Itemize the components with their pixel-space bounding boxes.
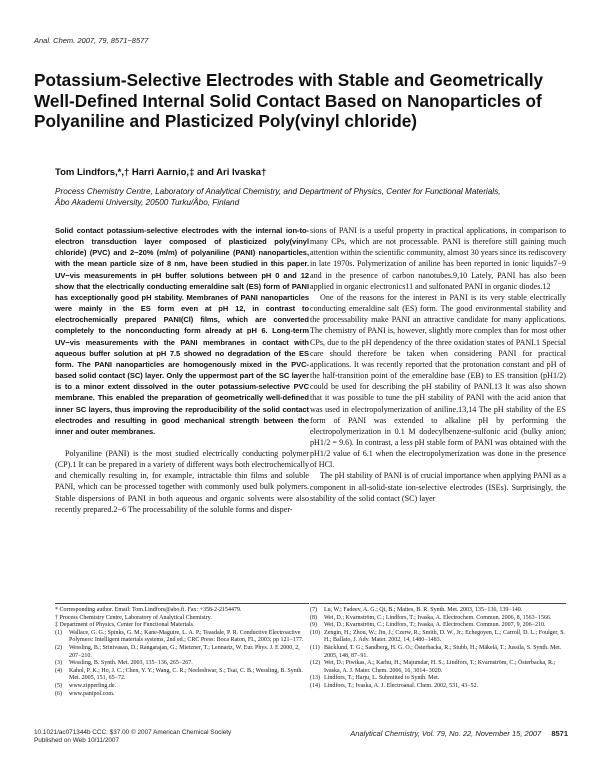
reference-item xyxy=(55,683,309,691)
reference-item xyxy=(310,660,566,675)
reference-item xyxy=(310,622,566,630)
reference-item xyxy=(55,668,309,683)
reference-text: Lindfors, T.; Ivaska, A. J. Electroanal. Chem. 2002, 531, 43−52. xyxy=(324,682,478,689)
body-paragraph: sions of PANI is a useful property in practical applications, in comparison to many CPs, which are not processable. PANI is therefore still gaining much attention within the scientific community, almost 30 years since its rediscovery in late 1970s. Polymerization of aniline has been reported in ionic liquids7−9 and in the presence of carbon nanotubes.9,10 Lately, PANI has also been applied in organic electronics11 and sulfonated PANI in organic diodes.12 xyxy=(310,226,566,291)
citation-text: Analytical Chemistry, Vol. 79, No. 22, November 15, 2007 xyxy=(350,729,542,738)
reference-item xyxy=(310,630,566,645)
reference-number: (9) xyxy=(310,622,317,629)
reference-number: (6) xyxy=(55,690,62,697)
reference-text: Kahol, P. K.; Ho, J. C.; Chen, Y. Y.; Wang, C. R.; Neeleshwar, S.; Tsai, C. B.; Wessling, B. Synth. Met. 2005, 151, 65−72. xyxy=(69,667,303,682)
reference-list-right xyxy=(310,603,566,691)
affiliation-line: Åbo Akademi University, 20500 Turku/Åbo, Finland xyxy=(55,198,240,207)
body-paragraph: One of the reasons for the interest in PANI is its very stable electrically conducting emeraldine salt (ES) form. The good environmental stability and the processability make PANI an attractive candidate for many applications. The chemistry of PANI is, however, slightly more complex than for most other CPs, due to the pH dependency of the three oxidation states of PANI.1 Special care should therefore be taken when considering PANI for practical applications. It was recently reported that the protonation constant and pH of the half-transition point of the emeraldine base (EB) to ES transition (pH1/2) could be used for describing the pH stability of PANI.13 It was also shown that it was possible to tune the pH stability of PANI with the acid anion that was used in electropolymerization of aniline.13,14 The pH stability of the ES form of PANI was extended to alkaline pH by performing the electropolymerization in 0.1 M dodecylbenzene-sulfonic acid (bulky anion; pH1/2 = 9.6). In contrast, a less pH stable form of PANI was obtained with the pH1/2 value of 6.1 when the electropolymerization was done in the presence of HCl. xyxy=(310,292,566,470)
reference-list-left xyxy=(55,630,309,698)
reference-number: (12) xyxy=(310,660,320,667)
reference-number: (4) xyxy=(55,667,62,674)
reference-text: Wei, D.; Piwtkas, A.; Karhu, H.; Majumdar, H. S.; Lindfors, T.; Kvarnström, C.; Österbacka, R.; Ivaska, A. J. Mater. Chem. 2006, 16, 3014−3020. xyxy=(324,660,556,674)
reference-text: Wei, D.; Kvarnström, C.; Lindfors, T.; Ivaska, A. Electrochem. Commun. 2007, 9, 206−210. xyxy=(324,622,546,629)
reference-number: (3) xyxy=(55,660,62,667)
reference-text: Lu, W.; Fadeev, A. G.; Qi, B.; Mattes, B. R. Synth. Met. 2003, 135−136, 139−140. xyxy=(324,607,523,613)
reference-text: Wessling, B.; Srinivasan, D.; Rangarajan, G.; Mietzner, T.; Lennartz, W. Eur. Phys. J. E 2000, 2, 207−210. xyxy=(69,644,300,659)
doi-line: 10.1021/ac071344b CCC: $37.00 © 2007 American Chemical Society xyxy=(34,729,232,736)
reference-number: (5) xyxy=(55,682,62,689)
reference-number: (1) xyxy=(55,629,62,636)
reference-number: (10) xyxy=(310,629,320,636)
reference-items-right xyxy=(310,607,566,691)
reference-item xyxy=(55,660,309,668)
body-paragraph: The pH stability of PANI is of crucial importance when applying PANI as a component in all-solid-state ion-selective electrodes (ISEs). Surprisingly, the stability of the solid contact (SC) layer xyxy=(310,471,566,503)
reference-text: www.zipperling.de. xyxy=(69,682,117,689)
footer-citation xyxy=(350,729,568,738)
footnotes-and-references-left xyxy=(55,603,309,698)
reference-number: (2) xyxy=(55,644,62,651)
reference-text: Wessling, B. Synth. Met. 2003, 135−136, 265−267. xyxy=(69,660,193,667)
reference-text: Zengin, H.; Zhou, W.; Jin, J.; Czerw, R.; Smith, D. W., Jr.; Echegoyen, L.; Carroll, D. L.; Foulger, S. H.; Ballato, J. Adv. Mater. 2002, 14, 1480−1483. xyxy=(324,629,566,644)
intro-paragraph: Polyaniline (PANI) is the most studied electrically conducting polymer (CP).1 It can be prepared in a variety of different ways both electrochemically and chemically resulting in, for example, intractable thin films and soluble PANI, which can be processed together with commonly used bulk polymers. Stable dispersions of PANI in both aqueous and organic solvents were also recently prepared.2−6 The processability of the soluble forms and disper- xyxy=(55,448,309,514)
reference-text: Wallace, G. G.; Spinks, G. M.; Kane-Maguire, L. A. P.; Teasdale, P. R. Conductive Electroactive Polymers: Intelligent materials systems, 2nd ed.; CRC Press: Boca Raton, FL, 2003; pp 121−177. xyxy=(69,629,304,644)
reference-text: www.panipol.com. xyxy=(69,690,115,697)
reference-text: Bäcklund, T. G.; Sandberg, H. G. O.; Österbacka, R.; Stubb, H.; Mäkelä, T.; Jussila, S. Synth. Met. 2005, 148, 87−91. xyxy=(324,644,562,659)
reference-item xyxy=(310,645,566,660)
author-list: Tom Lindfors,*,† Harri Aarnio,‡ and Ari Ivaska† xyxy=(55,167,267,178)
reference-number: (13) xyxy=(310,675,320,682)
published-date: Published on Web 10/11/2007 xyxy=(34,737,120,744)
left-column xyxy=(55,225,309,515)
footnote: * Corresponding author. Email: Tom.Lindfors@abo.fi. Fax: +358-2-2154479. xyxy=(55,607,242,613)
abstract: Solid contact potassium-selective electrodes with the internal ion-to-electron transduction layer composed of plasticized poly(vinyl chloride) (PVC) and 2−20% (m/m) of polyaniline (PANI) nanoparticles, with the mean particle size of 8 nm, have been studied in this paper. UV−vis measurements in pH buffer solutions between pH 0 and 12 show that the electrically conducting emeraldine salt (ES) form of PANI has exceptionally good pH stability. Membranes of PANI nanoparticles were mainly in the ES form even at pH 12, in contrast to electrochemically prepared PANI(Cl) films, which are converted completely to the nonconducting form already at pH 6. Long-term UV−vis measurements with the PANI membranes in contact with aqueous buffer solution at pH 7.5 showed no degradation of the ES form. The PANI nanoparticles are homogenously mixed in the PVC-based solid contact (SC) layer. Only the uppermost part of the SC layer is to a minor extent dissolved in the outer potassium-selective PVC membrane. This enabled the preparation of geometrically well-defined inner SC layers, thus improving the reproducibility of the solid contact electrodes and resulting in good mechanical strength between the inner and outer membranes. xyxy=(55,226,309,436)
affiliation xyxy=(55,186,555,208)
reference-item xyxy=(55,691,309,699)
right-column xyxy=(310,225,566,504)
reference-number: (8) xyxy=(310,614,317,621)
reference-number: (11) xyxy=(310,644,320,651)
reference-item xyxy=(55,645,309,660)
footnote: ‡ Department of Physics, Center for Functional Materials. xyxy=(55,622,195,629)
reference-item xyxy=(55,630,309,645)
reference-text: Wei, D.; Kvarnström, C.; Lindfors, T.; Ivaska, A. Electrochem. Commun. 2006, 8, 1563−1566. xyxy=(324,614,552,621)
reference-text: Lindfors, T.; Harju, L. Submitted to Synth. Met. xyxy=(324,675,440,682)
affiliation-line: Process Chemistry Centre, Laboratory of Analytical Chemistry, and Department of Physics, Center for Functional Materials, xyxy=(55,187,501,196)
journal-reference: Anal. Chem. 2007, 79, 8571−8577 xyxy=(34,36,149,45)
footnote: † Process Chemistry Centre, Laboratory of Analytical Chemistry. xyxy=(55,614,212,621)
page-number: 8571 xyxy=(551,729,568,738)
reference-number: (7) xyxy=(310,607,317,613)
reference-item xyxy=(310,675,566,683)
reference-item xyxy=(310,607,566,615)
article-title: Potassium-Selective Electrodes with Stable and Geometrically Well-Defined Internal Solid Contact Based on Nanoparticles of Polyaniline and Plasticized Poly(vinyl chloride) xyxy=(34,70,544,131)
footer-publication-info xyxy=(34,729,231,745)
reference-item xyxy=(310,683,566,691)
reference-number: (14) xyxy=(310,682,320,689)
